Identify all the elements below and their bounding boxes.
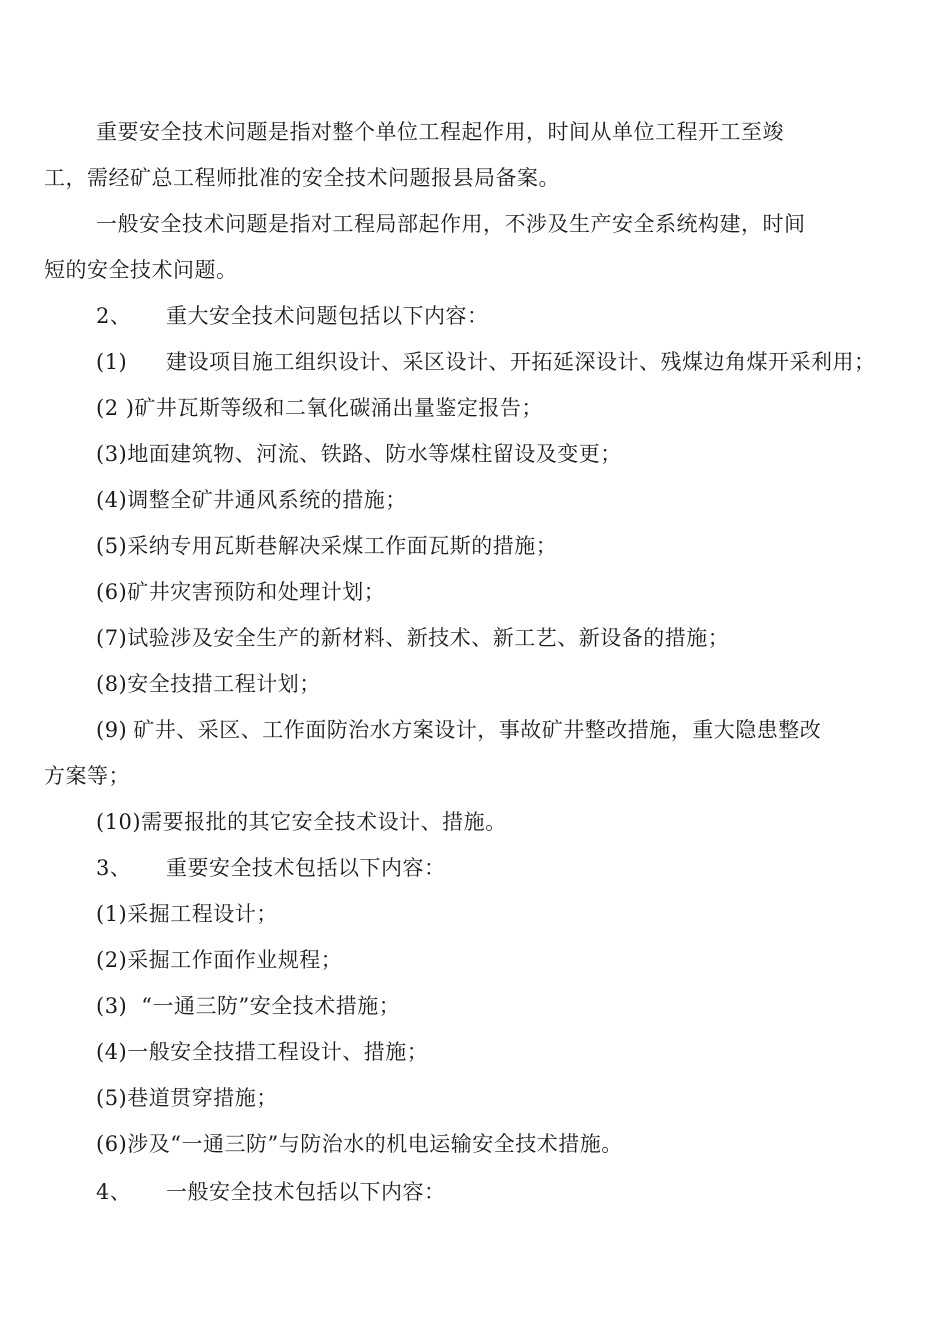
list-item-number: (1) — [96, 350, 128, 374]
list-item-continuation: 方案等； — [44, 764, 130, 788]
list-item-text: 地面建筑物、河流、铁路、防水等煤柱留设及变更； — [127, 442, 622, 466]
list-item — [96, 1038, 428, 1066]
list-item-text: 采掘工程设计； — [127, 902, 278, 926]
paragraph-1-line-1: 重要安全技术问题是指对整个单位工程起作用，时间从单位工程开工至竣 — [96, 120, 784, 144]
section-number: 2、 — [96, 304, 132, 328]
list-item-text: 调整全矿井通风系统的措施； — [127, 488, 407, 512]
list-item-number: (7) — [96, 626, 128, 650]
paragraph-2-line-2: 短的安全技术问题。 — [44, 258, 238, 282]
section-4-heading — [96, 1178, 446, 1206]
list-item-text: 安全技措工程计划； — [127, 672, 321, 696]
list-item — [96, 348, 876, 376]
list-item-number: (8) — [96, 672, 128, 696]
list-item-text: 矿井灾害预防和处理计划； — [127, 580, 386, 604]
list-item-text: 巷道贯穿措施； — [127, 1086, 278, 1110]
section-title: 重要安全技术包括以下内容： — [166, 856, 446, 880]
list-item — [96, 532, 557, 560]
list-item-text: 建设项目施工组织设计、采区设计、开拓延深设计、残煤边角煤开采利用； — [166, 350, 876, 374]
list-item — [96, 946, 342, 974]
list-item-text: 一般安全技措工程设计、措施； — [127, 1040, 429, 1064]
list-item-number: (9) — [96, 718, 128, 742]
list-item-number: (4) — [96, 1040, 128, 1064]
list-item-text: 需要报批的其它安全技术设计、措施。 — [141, 810, 507, 834]
list-item — [96, 716, 821, 744]
section-number: 3、 — [96, 856, 132, 880]
section-number: 4、 — [96, 1180, 132, 1204]
list-item — [96, 992, 400, 1020]
list-item — [96, 394, 543, 422]
list-item-text: 采纳专用瓦斯巷解决采煤工作面瓦斯的措施； — [127, 534, 558, 558]
list-item-number: (3) — [96, 442, 128, 466]
list-item-text: 采掘工作面作业规程； — [127, 948, 343, 972]
list-item-number: (5) — [96, 534, 128, 558]
list-item — [96, 578, 385, 606]
list-item-number: (2 ) — [96, 396, 135, 420]
list-item-number: (10) — [96, 810, 142, 834]
list-item — [96, 1130, 623, 1158]
list-item-number: (4) — [96, 488, 128, 512]
list-item-number: (6) — [96, 580, 128, 604]
list-item — [96, 900, 278, 928]
list-item — [96, 808, 507, 836]
list-item-text: 矿井、采区、工作面防治水方案设计，事故矿井整改措施，重大隐患整改 — [133, 718, 822, 742]
paragraph-1-line-2: 工，需经矿总工程师批准的安全技术问题报县局备案。 — [44, 166, 560, 190]
list-item-number: (3) — [96, 994, 128, 1018]
list-item-number: (2) — [96, 948, 128, 972]
list-item — [96, 670, 321, 698]
list-item-number: (6) — [96, 1132, 128, 1156]
section-title: 一般安全技术包括以下内容： — [166, 1180, 446, 1204]
list-item — [96, 1084, 278, 1112]
section-title: 重大安全技术问题包括以下内容： — [166, 304, 489, 328]
paragraph-2-line-1: 一般安全技术问题是指对工程局部起作用，不涉及生产安全系统构建，时间 — [96, 212, 806, 236]
list-item — [96, 486, 407, 514]
list-item — [96, 624, 729, 652]
list-item-text: 涉及“一通三防”与防治水的机电运输安全技术措施。 — [127, 1132, 623, 1156]
section-2-heading — [96, 302, 489, 330]
list-item — [96, 440, 622, 468]
section-3-heading — [96, 854, 446, 882]
list-item-text: 矿井瓦斯等级和二氧化碳涌出量鉴定报告； — [134, 396, 543, 420]
list-item-text: 试验涉及安全生产的新材料、新技术、新工艺、新设备的措施； — [127, 626, 730, 650]
list-item-number: (5) — [96, 1086, 128, 1110]
list-item-number: (1) — [96, 902, 128, 926]
list-item-text: “一通三防”安全技术措施； — [141, 994, 401, 1018]
